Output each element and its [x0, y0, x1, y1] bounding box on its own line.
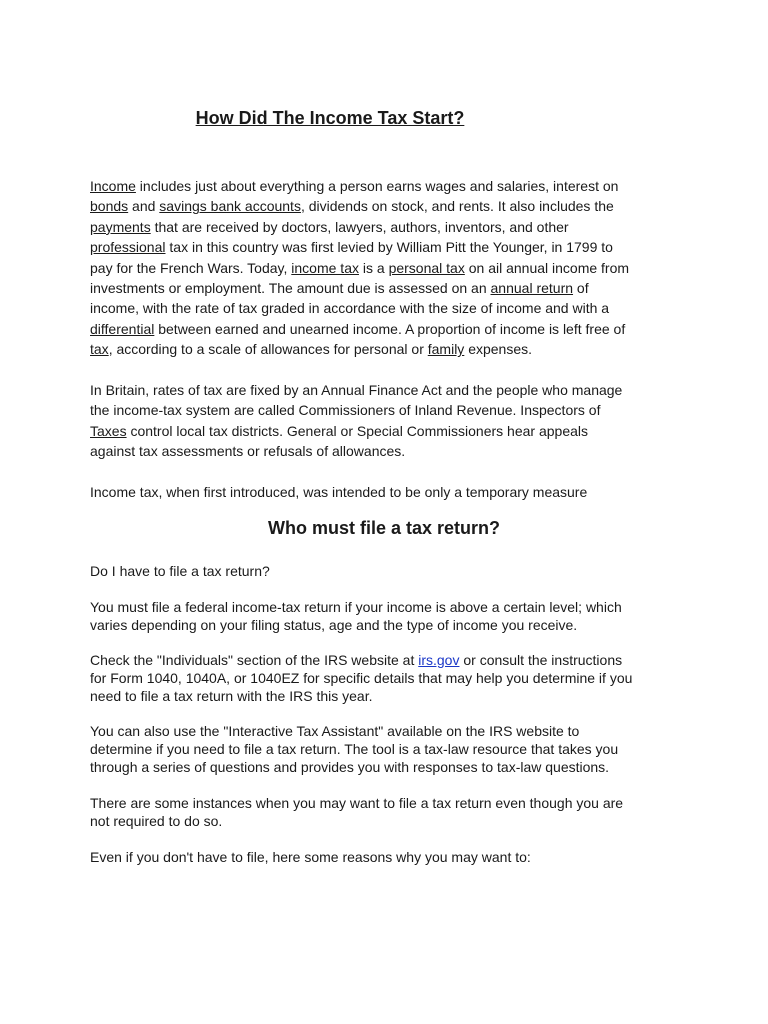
paragraph-temporary-measure [90, 482, 690, 502]
text-line: Income tax, when first introduced, was intended to be only a temporary measure [90, 484, 588, 500]
text-line [90, 339, 690, 359]
text-line [90, 258, 690, 278]
link-family[interactable]: family [427, 341, 465, 358]
text-line: through a series of questions and provides you with responses to tax-law questions. [90, 759, 610, 775]
paragraph-must-file [90, 598, 690, 634]
text-line [90, 651, 690, 669]
text-run: , according to a scale of allowances for personal or [108, 341, 428, 358]
text-line: determine if you need to file a tax return. The tool is a tax-law resource that takes you [90, 741, 619, 757]
text-line: for Form 1040, 1040A, or 1040EZ for specific details that may help you determine if you [90, 670, 633, 686]
link-income[interactable]: Income [90, 178, 136, 194]
link-irs-gov[interactable]: irs.gov [418, 652, 460, 668]
text-line [90, 237, 690, 257]
text-line: In Britain, rates of tax are fixed by an Annual Finance Act and the people who manage [90, 382, 623, 398]
text-run: expenses. [464, 341, 533, 358]
text-run: tax in this country was first levied by William Pitt the Younger, in 1799 to [165, 239, 613, 256]
text-line: varies depending on your filing status, age and the type of income you receive. [90, 617, 578, 633]
link-professional[interactable]: professional [90, 239, 166, 256]
link-differential[interactable]: differential [90, 320, 155, 337]
text-run: includes just about everything a person earns wages and salaries, interest on [135, 178, 619, 194]
link-annual-return[interactable]: annual return [490, 280, 574, 297]
text-line [90, 176, 690, 196]
link-income-tax[interactable]: income tax [291, 259, 359, 276]
link-personal-tax[interactable]: personal tax [388, 259, 465, 276]
text-line: need to file a tax return with the IRS this year. [90, 688, 373, 704]
text-line: against tax assessments or refusals of allowances. [90, 443, 406, 460]
link-tax[interactable]: tax [90, 341, 109, 358]
text-line: not required to do so. [90, 813, 223, 829]
question-text [90, 562, 690, 580]
paragraph-reasons [90, 848, 690, 866]
paragraph-britain [90, 380, 690, 462]
text-line [90, 421, 690, 441]
text-line: You can also use the "Interactive Tax Assistant" available on the IRS website to [90, 723, 580, 739]
text-run: pay for the French Wars. Today, [90, 259, 292, 276]
link-payments[interactable]: payments [90, 218, 151, 235]
text-line: There are some instances when you may want to file a tax return even though you are [90, 795, 624, 811]
text-line: Even if you don't have to file, here some reasons why you may want to: [90, 849, 531, 865]
paragraph-income-history [90, 176, 690, 360]
text-line [90, 319, 690, 339]
text-run: on ail annual income from [464, 259, 630, 276]
text-run: and [128, 198, 160, 215]
text-run: Check the "Individuals" section of the IRS website at [90, 652, 419, 668]
text-run: between earned and unearned income. A proportion of income is left free of [154, 320, 626, 337]
paragraph-instances [90, 794, 690, 830]
text-line: You must file a federal income-tax return if your income is above a certain level; which [90, 599, 622, 615]
text-line: income, with the rate of tax graded in accordance with the size of income and with a [90, 300, 610, 317]
text-line [90, 278, 690, 298]
paragraph-interactive-assistant [90, 722, 690, 776]
text-line [90, 217, 690, 237]
text-run: that are received by doctors, lawyers, authors, inventors, and other [150, 218, 569, 235]
text-run: investments or employment. The amount due is assessed on an [90, 280, 491, 297]
text-run: of [573, 280, 589, 297]
text-line [90, 196, 690, 216]
text-line: Do I have to file a tax return? [90, 563, 270, 579]
text-line: the income-tax system are called Commissioners of Inland Revenue. Inspectors of [90, 402, 601, 419]
text-run: is a [358, 259, 389, 276]
link-savings-bank-accounts[interactable]: savings bank accounts [159, 198, 301, 215]
link-taxes[interactable]: Taxes [90, 422, 127, 439]
text-run: or consult the instructions [459, 652, 623, 668]
link-bonds[interactable]: bonds [90, 198, 129, 215]
text-run: , dividends on stock, and rents. It also includes the [300, 198, 614, 215]
section-heading: Who must file a tax return? [267, 518, 501, 538]
paragraph-check-irs [90, 651, 690, 705]
page-title: How Did The Income Tax Start? [195, 108, 465, 128]
text-run: control local tax districts. General or Special Commissioners hear appeals [126, 422, 588, 439]
